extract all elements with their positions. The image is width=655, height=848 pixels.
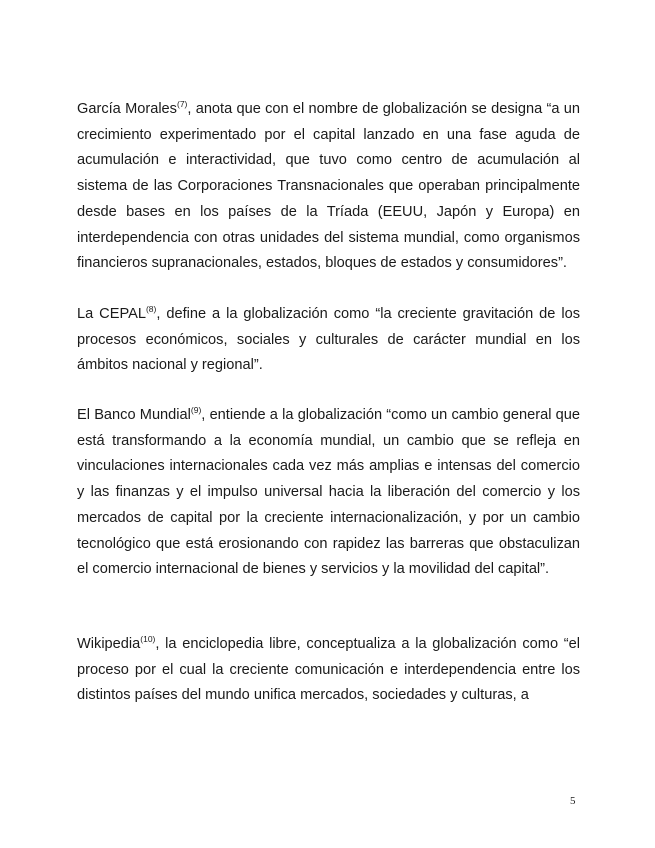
paragraph-lead: El Banco Mundial <box>77 407 191 424</box>
paragraph-text: , la enciclopedia libre, conceptualiza a la globalización como “el proceso por el cual la creciente comunicación e interdependencia entre los distintos países del mundo unifica mercados, sociedades y culturas, a <box>77 635 580 704</box>
paragraph-banco-mundial <box>77 403 580 583</box>
footnote-ref[interactable]: (7) <box>176 99 188 109</box>
footnote-ref[interactable]: (8) <box>145 303 157 314</box>
footnote-ref[interactable]: (10) <box>140 633 156 644</box>
paragraph-text: , entiende a la globalización “como un cambio general que está transformando a la economía mundial, un cambio que se refleja en vinculaciones internacionales cada vez más amplias e intensas del comercio y las finanzas y el impulso universal hacia la liberación del comercio y los mercados de capital por la creciente internacionalización, y por un cambio tecnológico que está erosionando con rapidez las barreras que obstaculizan el comercio internacional de bienes y servicios y la movilidad del capital”. <box>77 407 581 578</box>
paragraph-garcia-morales <box>77 97 580 277</box>
footnote-ref[interactable]: (9) <box>190 405 202 416</box>
paragraph-cepal <box>77 302 580 379</box>
paragraph-wikipedia <box>77 632 580 709</box>
paragraph-text: , anota que con el nombre de globalización se designa “a un crecimiento experimentado por el capital lanzado en una fase aguda de acumulación e interactividad, que tuvo como centro de acumulación al sistema de las Corporaciones Transnacionales que operaban principalmente desde bases en los países de la Tríada (EEUU, Japón y Europa) en interdependencia con otras unidades del sistema mundial, como organismos financieros supranacionales, estados, bloques de estados y consumidores”. <box>77 101 581 272</box>
paragraph-text: , define a la globalización como “la creciente gravitación de los procesos económicos, sociales y culturales de carácter mundial en los ámbitos nacional y regional”. <box>77 305 580 374</box>
page-number: 5 <box>570 795 576 807</box>
paragraph-lead: Wikipedia <box>77 635 141 652</box>
paragraph-lead: García Morales <box>77 101 177 117</box>
document-page <box>77 97 580 709</box>
paragraph-lead: La CEPAL <box>77 305 146 322</box>
